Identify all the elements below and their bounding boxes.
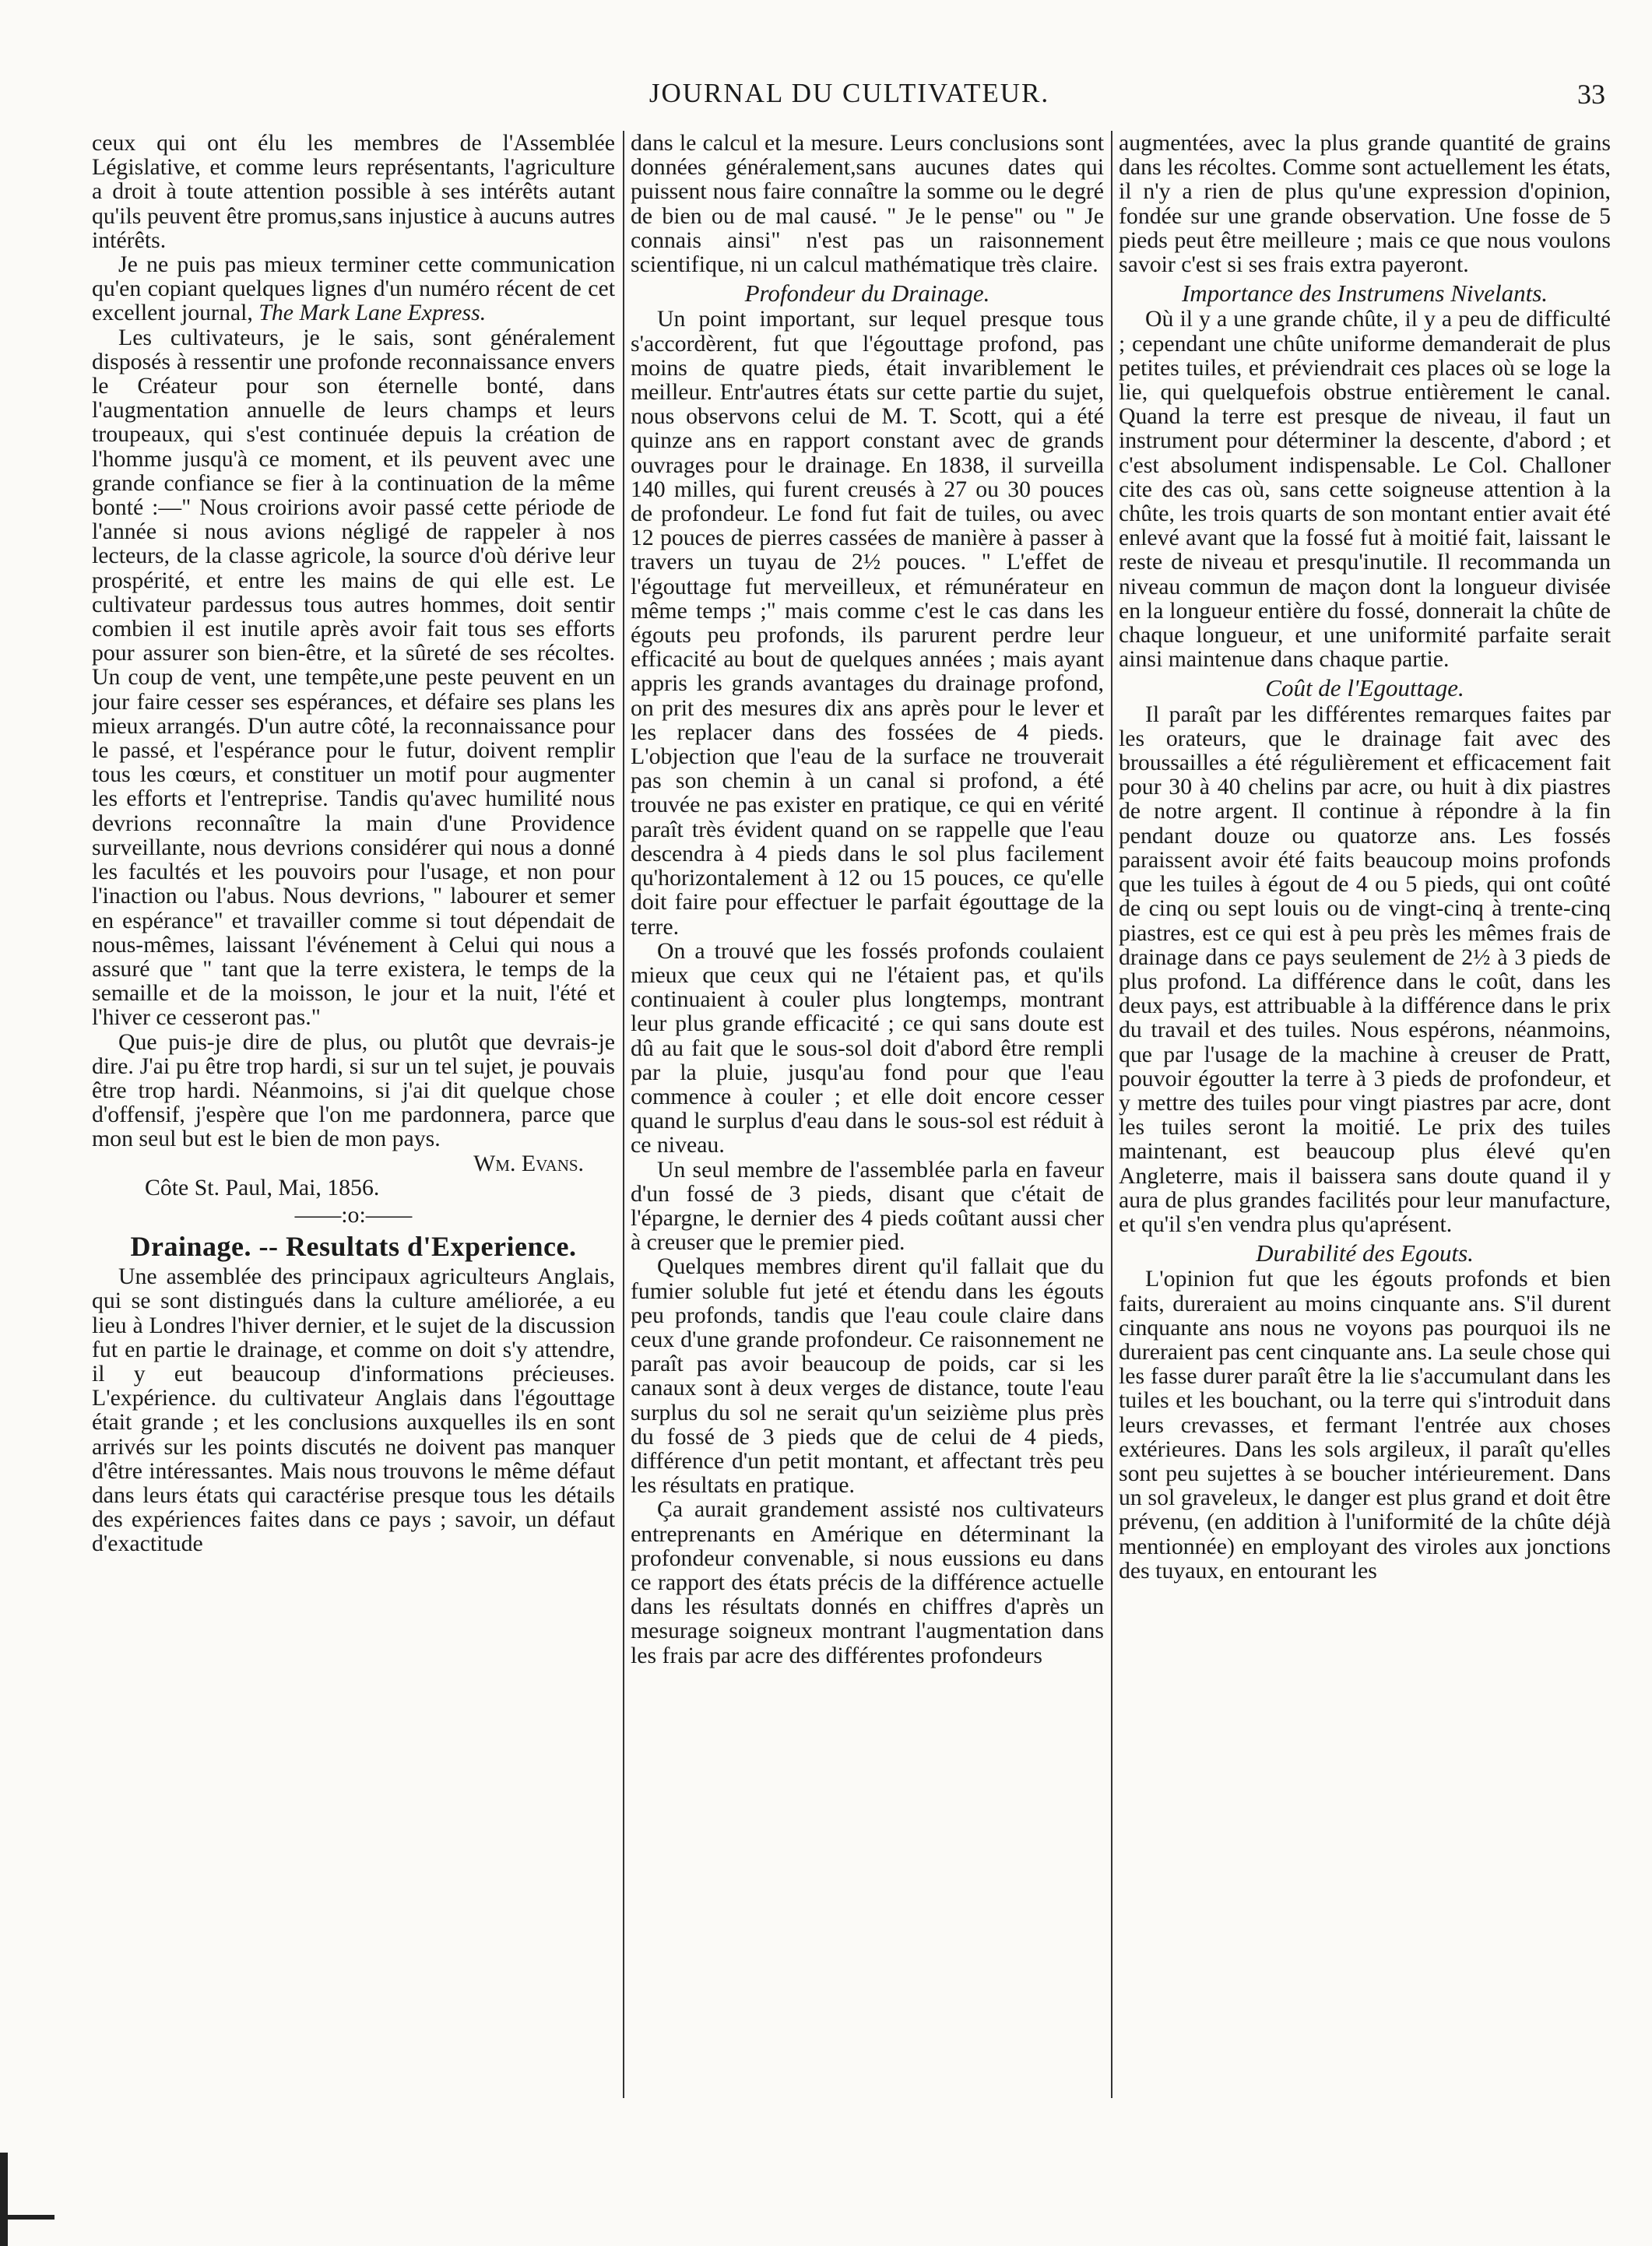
paragraph: L'opinion fut que les égouts profonds et bien faits, dureraient au moins cinquante ans. S'il durent cinquante ans nous ne voyons pas pourquoi ils ne dureraient pas cent cinquante ans. La seule chose qui les fasse durer paraît être la lie s'accumulant dans les tuiles et les bouchant, ou la terre qui s'introduit dans leurs crevasses, et fermant l'entrée aux choses extérieures. Dans les sols argileux, il paraît qu'elles sont peu sujettes à se boucher intérieurement. Dans un sol graveleux, le danger est plus grand et doit être prévenu, (en addition à l'uniformité de la chûte déjà mentionnée) en employant des viroles aux jonctions des tuyaux, en entourant les <box>1119 1266 1611 1583</box>
column-1 <box>92 131 615 2098</box>
column-divider-1 <box>623 131 624 2098</box>
section-ornament: ——:o:—— <box>294 1201 413 1228</box>
column-2 <box>631 131 1104 2098</box>
paragraph: Ça aurait grandement assisté nos cultivateurs entreprenants en Amérique en déterminant la profondeur convenable, si nous eussions eu dans ce rapport des états précis de la différence actuelle dans les résultats donnés en chiffres d'après un mesurage soigneux montrant l'augmentation dans les frais par acre des différentes profondeurs <box>631 1496 1104 1668</box>
paragraph: On a trouvé que les fossés profonds coulaient mieux que ceux qui ne l'étaient pas, et qu'ils continuaient à couler plus longtemps, montrant leur plus grande efficacité ; ce qui sans doute est dû au fait que le sous-sol doit d'abord être rempli par la pluie, jusqu'au fond pour que l'eau commence à couler ; et elle doit encore cesser quand le surplus d'eau dans le sous-sol est réduit à ce niveau. <box>631 937 1104 1158</box>
paragraph: augmentées, avec la plus grande quantité de grains dans les récoltes. Comme sont actuellement les états, il n'y a rien de plus qu'une expression d'opinion, fondée sur une grande observation. Une fosse de 5 pieds peut être meilleure ; mais ce que nous voulons savoir c'est si ses frais extra payeront. <box>1119 131 1611 278</box>
subheading: Coût de l'Egouttage. <box>1265 674 1464 702</box>
paragraph: Un point important, sur lequel presque tous s'accordèrent, fut que l'égouttage profond, pas moins de quatre pieds, était invariblement le meilleur. Entr'autres états sur cette partie du sujet, nous observons celui de M. T. Scott, qui a été quinze ans en rapport constant avec de grands ouvrages pour le drainage. En 1838, il surveilla 140 milles, qui furent creusés à 27 ou 30 pouces de profondeur. Le fond fut fait de tuiles, ou avec 12 pouces de pierres cassées de manière à passer à travers un tuyau de 2½ pouces. " L'effet de l'égouttage fut merveilleux, et rémunérateur en même temps ;" mais comme c'est le cas dans les égouts peu profonds, ils parurent perdre leur efficacité au bout de quelques années ; mais ayant appris les grands avantages du drainage profond, on prit des mesures dix ans après pour le lever et les replacer dans des fossées de 4 pieds. L'objection que l'eau de la surface ne trouverait pas son chemin à un canal si profond, a été trouvée ne pas exister en pratique, ce qui en vérité paraît très évident quand on se rappelle que l'eau descendra à 4 pieds dans le sol plus facilement qu'horizontalement à 12 ou 15 pouces, ce qu'elle doit faire pour effectuer le parfait égouttage de la terre. <box>631 306 1104 940</box>
place-date: Côte St. Paul, Mai, 1856. <box>145 1174 380 1200</box>
page-number: 33 <box>1577 79 1605 110</box>
column-divider-2 <box>1111 131 1112 2098</box>
paragraph <box>92 252 615 325</box>
subheading: Durabilité des Egouts. <box>1256 1239 1474 1267</box>
paragraph: dans le calcul et la mesure. Leurs conclusions sont données généralement,sans aucunes dates qui puissent nous faire connaître la somme ou le degré de bien ou de mal causé. " Je le pense" ou " Je connais ainsi" n'est pas un raisonnement scientifique, ni un calcul mathématique très claire. <box>631 131 1104 278</box>
subheading: Importance des Instrumens Nivelants. <box>1181 279 1548 308</box>
journal-title: JOURNAL DU CULTIVATEUR. <box>648 78 1050 108</box>
paragraph-text: Je ne puis pas mieux terminer cette communication qu'en copiant quelques lignes d'un numéro récent de cet excellent journal, <box>92 251 615 326</box>
paragraph: Une assemblée des principaux agriculteurs Anglais, qui se sont distingués dans la culture améliorée, a eu lieu à Londres l'hiver dernier, et le sujet de la discussion fut en partie le drainage, et comme on doit s'y attendre, il y eut beaucoup d'informations précieuses. L'expérience. du cultivateur Anglais dans l'égouttage était grande ; et les conclusions auxquelles ils en sont arrivés sur les points discutés ne doivent pas manquer d'être intéressantes. Mais nous trouvons le même défaut dans leurs états qui caractérise presque tous les détails des expériences faites dans ce pays ; savoir, un défaut d'exactitude <box>92 1264 615 1557</box>
paragraph: Que puis-je dire de plus, ou plutôt que devrais-je dire. J'ai pu être trop hardi, si sur un tel sujet, je pouvais être trop hardi. Néanmoins, si j'ai dit quelque chose d'offensif, j'espère que l'on me pardonnera, parce que mon seul but est le bien de mon pays. <box>92 1028 615 1152</box>
left-edge-mark <box>0 2153 8 2246</box>
paragraph: Un seul membre de l'assemblée parla en faveur d'un fossé de 3 pieds, disant que c'était de l'épargne, le dernier des 4 pieds coûtant aussi cher à creuser que le premier pied. <box>631 1156 1104 1256</box>
subheading: Profondeur du Drainage. <box>744 279 990 308</box>
paragraph: Les cultivateurs, je le sais, sont généralement disposés à ressentir une profonde reconnaissance envers le Créateur pour son éternelle bonté, dans l'augmentation annuelle de leurs champs et leurs troupeaux, qui s'est continuée depuis la création de l'homme jusqu'à ce moment, et ils peuvent avec une grande confiance se fier à la continuation de la même bonté :—" Nous croirions avoir passé cette période de l'année si nous avions négligé de rappeler à nos lecteurs, de la classe agricole, la source d'où dérive leur prospérité, et entre les mains de qui elle est. Le cultivateur pardessus tous autres hommes, doit sentir combien il est inutile après avoir fait tous ses efforts pour assurer son bien-être, et la sûreté de ses récoltes. Un coup de vent, une tempête,une peste peuvent en un jour faire cesser ses espérances, et défaire ses plans les mieux arrangés. D'un autre côté, la reconnaissance pour le passé, et l'espérance pour le futur, doivent remplir tous les cœurs, et constituer un motif pour augmenter les efforts et l'entreprise. Tandis qu'avec humilité nous devrions reconnaître la main d'une Providence surveillante, nous devrions considérer qui nous a donné les facultés et les pouvoirs pour l'usage, et non pour l'inaction ou l'abus. Nous devrions, " labourer et semer en espérance" et travailler comme si tout dépendait de nous-mêmes, laissant l'événement à Celui qui nous a assuré que " tant que la terre existera, le temps de la semaille et de la moisson, le jour et la nuit, l'été et l'hiver ce cesseront pas." <box>92 324 615 1031</box>
journal-name: The Mark Lane Express. <box>258 300 487 326</box>
bottom-edge-mark <box>0 2215 54 2220</box>
paragraph: Quelques membres dirent qu'il fallait que du fumier soluble fut jeté et étendu dans les égouts peu profonds, tandis que l'eau coule claire dans ceux d'une grande profondeur. Ce raisonnement ne paraît pas avoir beaucoup de poids, car si les canaux sont à deux verges de distance, toute l'eau surplus du sol ne serait qu'un seizième plus près du fossé de 3 pieds que de celui de 4 pieds, différence d'un petit montant, et affectant très peu les résultats en pratique. <box>631 1253 1104 1499</box>
column-3 <box>1119 131 1611 2098</box>
paragraph: Il paraît par les différentes remarques faites par les orateurs, que le drainage fait avec des broussailles a été régulièrement et efficacement fait pour 30 à 40 chelins par acre, ou huit à dix piastres de notre argent. Il continue à répondre à la fin pendant douze ou quatorze ans. Les fossés paraissent avoir été faits beaucoup moins profonds que les tuiles à égout de 4 ou 5 pieds, qui ont coûté de cinq ou sept louis ou de vingt-cinq à trente-cinq piastres, est ce qui est à peu près les mêmes frais de drainage dans ce pays seulement de 2½ à 3 pieds de plus profond. La différence dans le coût, dans les deux pays, est attribuable à la différence dans le prix du travail et des tuiles. Nous espérons, néanmoins, que par l'usage de la machine à creuser de Pratt, pouvoir égoutter la terre à 3 pieds de profondeur, et y mettre des tuiles pour vingt piastres par acre, dont les tuiles seront la moitié. Le prix des tuiles maintenant, est beaucoup plus élevé qu'en Angleterre, mais il baissera sans doute quand il y aura de plus grandes facilités pour leur manufacture, et qu'il s'en vendra plus qu'aprésent. <box>1119 701 1611 1237</box>
signature: Wm. Evans. <box>473 1150 584 1176</box>
page-header <box>93 78 1605 117</box>
page-edge-marks <box>0 2153 1652 2246</box>
paragraph: Où il y a une grande chûte, il y a peu de difficulté ; cependant une chûte uniforme demanderait de plus petites tuiles, et préviendrait ces places où se loge la lie, qui quelquefois obstrue entièrement le canal. Quand la terre est presque de niveau, il faut un instrument pour déterminer la descente, d'abord ; et c'est absolument indispensable. Le Col. Challoner cite des cas où, sans cette soigneuse attention à la chûte, les trois quarts de son montant entier avait été enlevé avant que la fossé fut à moitié fait, laissant le reste de niveau et presqu'inutile. Il recommanda un niveau commun de maçon dont la longueur divisée en la longueur entière du fossé, donnerait la chûte de chaque longueur, et une uniformité parfaite serait ainsi maintenue dans chaque partie. <box>1119 306 1611 673</box>
paragraph: ceux qui ont élu les membres de l'Assemblée Législative, et comme leurs représentants, l'agriculture a droit à toute attention possible à ses intérêts autant qu'ils peuvent être promus,sans injustice à aucuns autres intérêts. <box>92 131 615 253</box>
article-heading: Drainage. -- Resultats d'Experience. <box>130 1231 577 1263</box>
